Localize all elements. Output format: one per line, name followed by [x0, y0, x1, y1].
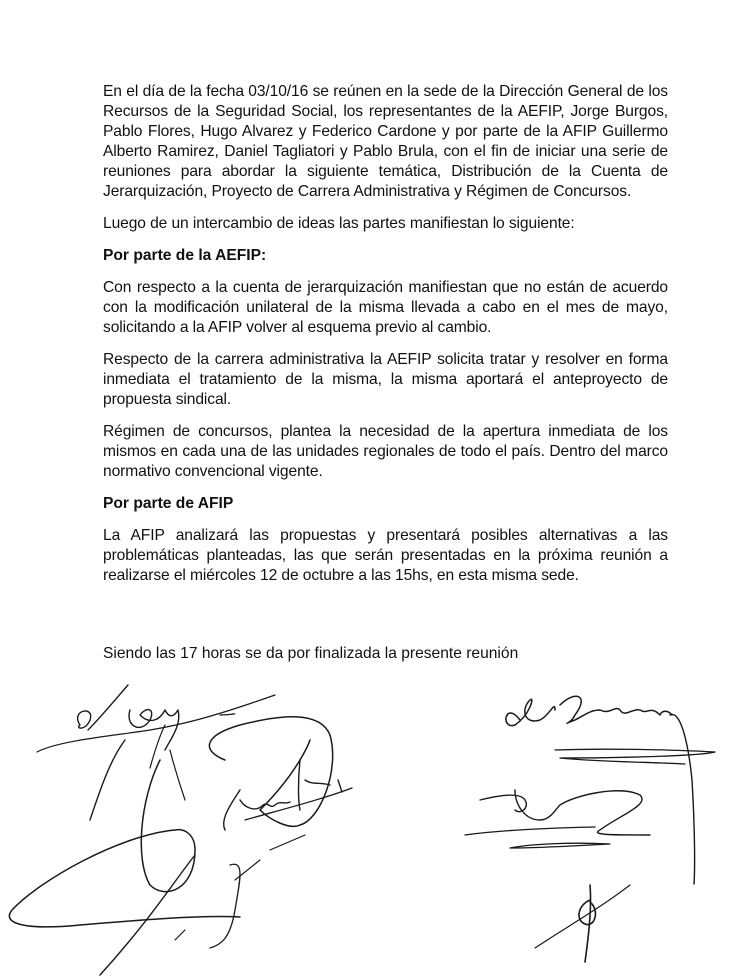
signature-2: [209, 717, 352, 830]
exchange-paragraph: Luego de un intercambio de ideas las partes manifiestan lo siguiente:: [103, 215, 575, 232]
meeting-minutes-body: [103, 82, 668, 598]
signature-4: [506, 696, 695, 884]
intro-paragraph: En el día de la fecha 03/10/16 se reúnen en la sede de la Dirección General de los Recursos de la Seguridad Social, los representantes de la AEFIP, Jorge Burgos, Pablo Flores, Hugo Alvarez y Federico Cardone y por parte de la AFIP Guillermo Alberto Ramirez, Daniel Tagliatori y Pablo Brula, con el fin de iniciar una serie de reuniones para abordar la siguiente temática, Distribución de la Cuenta de Jerarquización, Proyecto de Carrera Administrativa y Régimen de Concursos.: [103, 83, 668, 200]
signatures-area: [0, 680, 750, 979]
signature-1: [37, 685, 275, 820]
aefip-point-career: Respecto de la carrera administrativa la AEFIP solicita tratar y resolver en forma inmediata el tratamiento de la misma, la misma aportará el anteproyecto de propuesta sindical.: [103, 351, 668, 408]
aefip-section-heading: Por parte de la AEFIP:: [103, 247, 267, 264]
aefip-point-contests: Régimen de concursos, plantea la necesidad de la apertura inmediata de los mismos en cada una de las unidades regionales de todo el país. Dentro del marco normativo convencional vigente.: [103, 423, 668, 480]
closing-statement: Siendo las 17 horas se da por finalizada la presente reunión: [103, 645, 519, 662]
signature-3: [9, 760, 305, 975]
signature-5: [465, 749, 715, 848]
afip-section-heading: Por parte de AFIP: [103, 495, 234, 512]
afip-point-proposals: La AFIP analizará las propuestas y presentará posibles alternativas a las problemáticas planteadas, las que serán presentadas en la próxima reunión a realizarse el miércoles 12 de octubre a las 15hs, en esta misma sede.: [103, 527, 668, 584]
signature-6: [535, 885, 630, 962]
aefip-point-hierarchy: Con respecto a la cuenta de jerarquización manifiestan que no están de acuerdo con la modificación unilateral de la misma llevada a cabo en el mes de mayo, solicitando a la AFIP volver al esquema previo al cambio.: [103, 279, 668, 336]
